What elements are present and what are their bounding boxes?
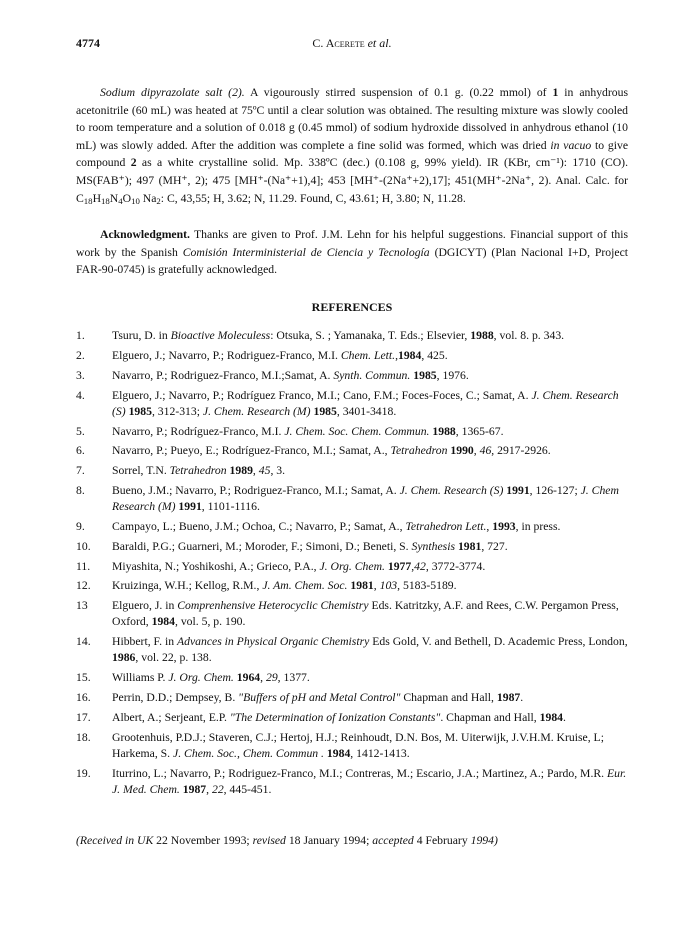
reference-number: 8. bbox=[76, 484, 85, 498]
reference-number: 16. bbox=[76, 691, 91, 705]
reference-item bbox=[76, 578, 628, 594]
experimental-text-a: A vigourously stirred suspension of 0.1 g. (0.22 mmol) of bbox=[250, 86, 547, 99]
reference-text: Bueno, J.M.; Navarro, P.; Rodriguez-Franco, M.I.; Samat, A. J. Chem. Research (S) 1991, 126-127; J. Chem Research (M) 1991, 1101-1116. bbox=[112, 484, 619, 514]
reference-text: Elguero, J.; Navarro, P.; Rodríguez Franco, M.I.; Cano, F.M.; Foces-Foces, C.; Samat, A. J. Chem. Research (S) 1985, 312-313; J. Chem. Research (M) 1985, 3401-3418. bbox=[112, 388, 619, 418]
reference-number: 18. bbox=[76, 730, 91, 744]
reference-item bbox=[76, 519, 628, 535]
reference-text: Iturrino, L.; Navarro, P.; Rodriguez-Franco, M.I.; Contreras, M.; Escario, J.A.; Martinez, A.; Pardo, M.R. Eur. J. Med. Chem. 1987, 22, 445-451. bbox=[112, 766, 627, 796]
references-title: REFERENCES bbox=[311, 299, 393, 314]
experimental-text-d: as a white crystalline solid. Mp. 338ºC (dec.) (0.108 g, 99% yield). IR (KBr, cm⁻¹): 1710 (CO). MS(FAB⁺); 497 (MH⁺, 2); 475 [MH⁺-(Na⁺+1),4]; 453 [MH⁺-(2Na⁺+2),17]; 451(MH⁺-2Na⁺, 2). Anal. Calc. for bbox=[76, 156, 628, 187]
reference-item bbox=[76, 766, 628, 798]
compound-1-label: 1 bbox=[552, 86, 559, 99]
reference-text: Tsuru, D. in Bioactive Moleculess: Otsuka, S. ; Yamanaka, T. Eds.; Elsevier, 1988, vol. 8. p. 343. bbox=[112, 329, 565, 343]
reference-text: Williams P. J. Org. Chem. 1964, 29, 1377. bbox=[112, 671, 310, 685]
reference-item bbox=[76, 559, 628, 575]
reference-text: Elguero, J. in Comprenhensive Heterocyclic Chemistry Eds. Katritzky, A.F. and Rees, C.W. Pergamon Press, Oxford, 1984, vol. 5, p. 190. bbox=[112, 599, 619, 629]
reference-number: 4. bbox=[76, 388, 85, 402]
reference-number: 11. bbox=[76, 559, 91, 573]
reference-number: 17. bbox=[76, 710, 91, 724]
reference-item bbox=[76, 730, 628, 762]
experimental-paragraph bbox=[76, 84, 628, 210]
reference-item bbox=[76, 424, 628, 440]
reference-item bbox=[76, 634, 628, 666]
running-head-etal: et al. bbox=[367, 36, 392, 50]
reference-number: 12. bbox=[76, 579, 91, 593]
references-list bbox=[76, 328, 628, 798]
reference-item bbox=[76, 690, 628, 706]
page-number: 4774 bbox=[76, 36, 100, 50]
acknowledgment-paragraph bbox=[76, 226, 628, 279]
reference-number: 10. bbox=[76, 539, 91, 553]
accepted-label: accepted bbox=[372, 834, 414, 848]
reference-number: 13 bbox=[76, 599, 88, 613]
acknowledgment-text-a: Thanks are given to Prof. J.M. Lehn for his helpful suggestions. Financial support of this work by the Spanish bbox=[76, 227, 629, 259]
reference-number: 2. bbox=[76, 349, 85, 363]
page-body bbox=[76, 84, 628, 850]
acknowledgment-heading: Acknowledgment. bbox=[100, 227, 190, 241]
reference-item bbox=[76, 388, 628, 420]
reference-item bbox=[76, 328, 628, 344]
accepted-date: 4 February bbox=[416, 834, 468, 848]
experimental-text-c: to give compound bbox=[76, 138, 629, 170]
revised-label: revised bbox=[252, 834, 286, 848]
running-head-author: C. Acerete bbox=[312, 36, 365, 50]
reference-text: Albert, A.; Serjeant, E.P. "The Determination of Ionization Constants". Chapman and Hall, 1984. bbox=[112, 710, 566, 724]
reference-item bbox=[76, 670, 628, 686]
reference-text: Kruizinga, W.H.; Kellog, R.M., J. Am. Chem. Soc. 1981, 103, 5183-5189. bbox=[112, 579, 457, 593]
reference-number: 9. bbox=[76, 520, 85, 534]
reference-item bbox=[76, 368, 628, 384]
reference-text: Navarro, P.; Pueyo, E.; Rodríguez-Franco, M.I.; Samat, A., Tetrahedron 1990, 46, 2917-2926. bbox=[112, 444, 551, 458]
experimental-text-b: in anhydrous acetonitrile (60 mL) was heated at 75ºC until a clear solution was obtained. The resulting mixture was slowly cooled to room temperature and a solution of 0.018 g (0.45 mmol) of sodium hydroxide dissolved in anhydrous ethanol (10 mL) was slowly added. After the addition was complete a fine solid was formed, which was dried bbox=[76, 86, 629, 152]
running-head bbox=[76, 36, 628, 51]
reference-number: 6. bbox=[76, 444, 85, 458]
reference-number: 5. bbox=[76, 424, 85, 438]
reference-item bbox=[76, 463, 628, 479]
reference-number: 15. bbox=[76, 671, 91, 685]
reference-item bbox=[76, 348, 628, 364]
reference-text: Elguero, J.; Navarro, P.; Rodriguez-Franco, M.I. Chem. Lett.,1984, 425. bbox=[112, 349, 448, 363]
reference-text: Navarro, P.; Rodríguez-Franco, M.I. J. Chem. Soc. Chem. Commun. 1988, 1365-67. bbox=[112, 424, 504, 438]
reference-item bbox=[76, 539, 628, 555]
reference-number: 1. bbox=[76, 329, 85, 343]
accepted-year: 1994) bbox=[470, 834, 498, 848]
revised-date: 18 January 1994; bbox=[288, 834, 370, 848]
reference-text: Navarro, P.; Rodriguez-Franco, M.I.;Samat, A. Synth. Commun. 1985, 1976. bbox=[112, 368, 469, 382]
reference-number: 19. bbox=[76, 766, 91, 780]
acknowledgment-text-b: (DGICYT) (Plan Nacional I+D, Project FAR-90-0745) is gratefully acknowledged. bbox=[76, 245, 629, 277]
compound-2-label: 2 bbox=[130, 156, 137, 170]
reference-text: Hibbert, F. in Advances in Physical Organic Chemistry Eds Gold, V. and Bethell, D. Academic Press, London, 1986, vol. 22, p. 138. bbox=[112, 635, 628, 665]
reference-item bbox=[76, 598, 628, 630]
received-label: Received in UK bbox=[79, 834, 154, 848]
in-vacuo: in vacuo bbox=[550, 138, 592, 152]
reference-number: 3. bbox=[76, 368, 85, 382]
received-dates: (Received in UK 22 November 1993; revised 18 January 1994; accepted 4 February 1994) bbox=[76, 834, 498, 848]
reference-text: Miyashita, N.; Yoshikoshi, A.; Grieco, P.A., J. Org. Chem. 1977,42, 3772-3774. bbox=[112, 559, 486, 573]
page-header bbox=[76, 36, 628, 52]
funding-agency: Comisión Interministerial de Ciencia y Tecnología bbox=[182, 245, 430, 259]
reference-item bbox=[76, 710, 628, 726]
reference-number: 7. bbox=[76, 464, 85, 478]
experimental-text-e: : C, 43,55; H, 3.62; N, 11.29. Found, C, 43.61; H, 3.80; N, 11.28. bbox=[160, 191, 466, 205]
received-date: 22 November 1993; bbox=[156, 834, 250, 848]
molecular-formula: C18H18N4O10 Na2 bbox=[76, 191, 161, 206]
reference-text: Baraldi, P.G.; Guarneri, M.; Moroder, F.; Simoni, D.; Beneti, S. Synthesis 1981, 727. bbox=[112, 539, 508, 553]
reference-item bbox=[76, 483, 628, 515]
reference-text: Grootenhuis, P.D.J.; Staveren, C.J.; Hertoj, H.J.; Reinhoudt, D.N. Bos, M. Uiterwijk, J.V.H.M. Kruise, L; Harkema, S. J. Chem. Soc., Chem. Commun . 1984, 1412-1413. bbox=[112, 730, 604, 760]
reference-text: Sorrel, T.N. Tetrahedron 1989, 45, 3. bbox=[112, 464, 286, 478]
reference-text: Perrin, D.D.; Dempsey, B. "Buffers of pH and Metal Control" Chapman and Hall, 1987. bbox=[112, 691, 524, 705]
experimental-title: Sodium dipyrazolate salt (2). bbox=[100, 86, 245, 99]
reference-item bbox=[76, 443, 628, 459]
reference-number: 14. bbox=[76, 635, 91, 649]
reference-text: Campayo, L.; Bueno, J.M.; Ochoa, C.; Navarro, P.; Samat, A., Tetrahedron Lett., 1993, in press. bbox=[112, 520, 561, 534]
